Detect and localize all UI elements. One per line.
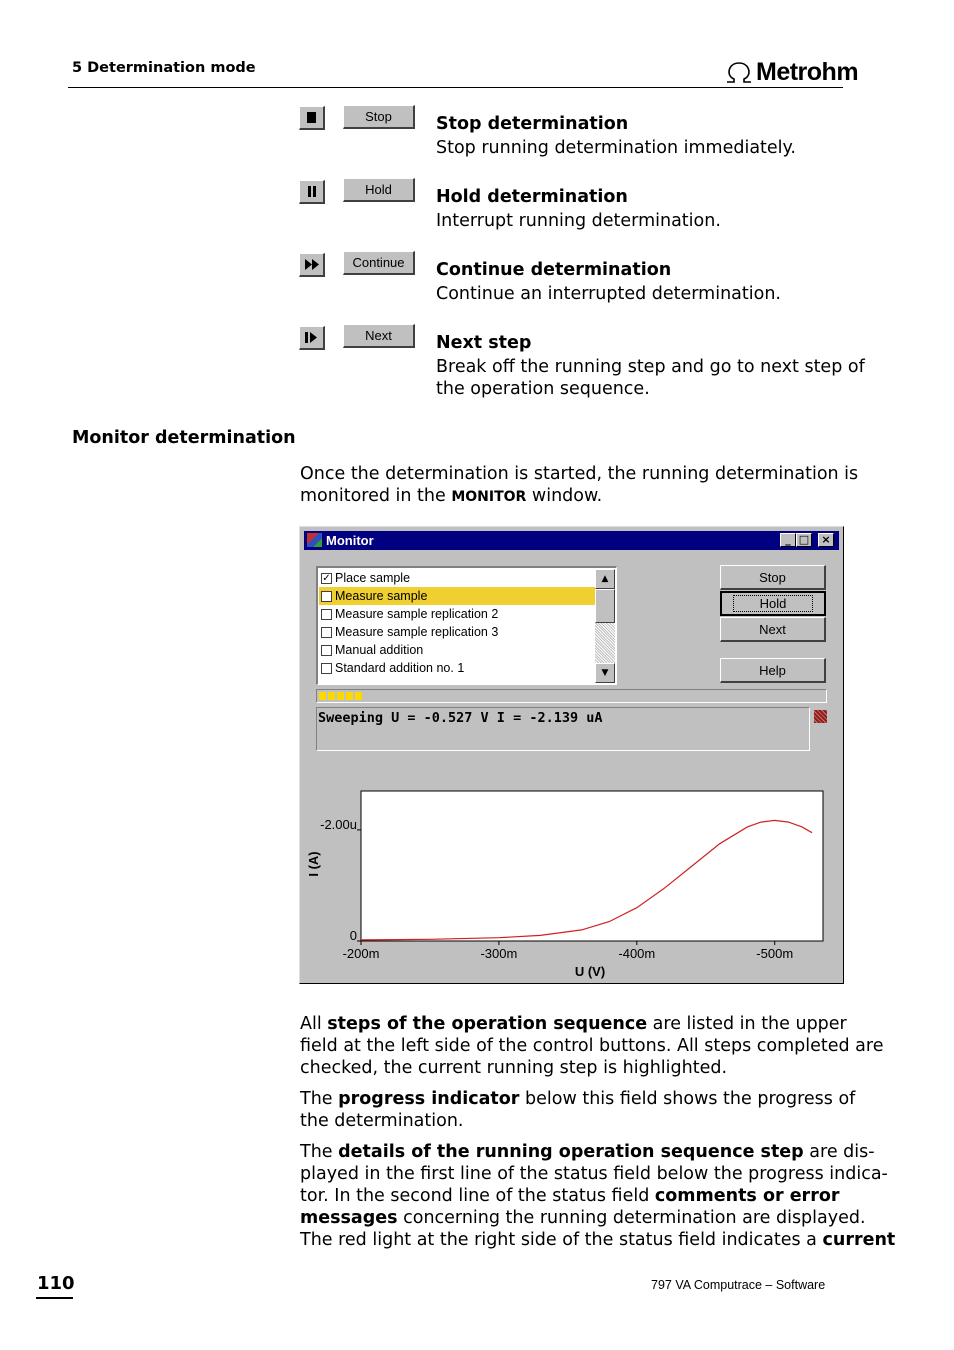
app-icon xyxy=(307,533,322,547)
para2-line2: the determination. xyxy=(300,1111,464,1131)
step-label: Standard addition no. 1 xyxy=(335,661,465,675)
para3-line4: messages concerning the running determination are displayed. xyxy=(300,1208,866,1228)
monitor-stop-button[interactable]: Stop xyxy=(720,565,826,590)
para3-line1: The details of the running operation sequence step are dis- xyxy=(300,1142,875,1162)
scroll-track[interactable] xyxy=(595,623,615,663)
hold-title: Hold determination xyxy=(436,187,628,207)
monitor-next-button[interactable]: Next xyxy=(720,617,826,642)
intro-line-1: Once the determination is started, the running determination is xyxy=(300,464,859,484)
checkbox[interactable] xyxy=(321,645,332,656)
y-tick-label: -2.00u xyxy=(320,816,357,832)
y-axis-label: I (A) xyxy=(306,851,321,877)
x-tick-label: -200m xyxy=(342,946,380,961)
scrollbar[interactable] xyxy=(595,569,615,683)
status-field xyxy=(316,707,810,751)
list-item[interactable] xyxy=(319,623,595,641)
monitor-window xyxy=(299,526,844,984)
y-tick-label: 0 xyxy=(349,928,357,943)
checkbox[interactable]: ✓ xyxy=(322,572,331,584)
list-item[interactable] xyxy=(319,659,595,677)
step-label: Measure sample replication 3 xyxy=(335,625,499,639)
status-light xyxy=(814,710,827,723)
progress-fill xyxy=(319,692,364,700)
stop-icon xyxy=(307,112,316,123)
continue-button[interactable]: Continue xyxy=(343,251,415,275)
next-description-2: the operation sequence. xyxy=(436,379,650,399)
status-line: Sweeping U = -0.527 V I = -2.139 uA xyxy=(318,710,603,726)
continue-title: Continue determination xyxy=(436,260,672,280)
list-item[interactable] xyxy=(319,569,595,587)
para2-line1: The progress indicator below this field shows the progress of xyxy=(300,1089,856,1109)
maximize-icon[interactable]: □ xyxy=(796,533,812,547)
fast-forward-icon xyxy=(305,259,319,270)
stop-title: Stop determination xyxy=(436,114,629,134)
title-bar xyxy=(304,531,839,550)
section-heading: Monitor determination xyxy=(72,428,296,448)
pause-icon xyxy=(308,186,316,197)
checkbox[interactable] xyxy=(321,591,332,602)
steps-list[interactable] xyxy=(316,566,617,685)
plot-area xyxy=(361,791,823,941)
next-description-1: Break off the running step and go to next step of xyxy=(436,357,865,377)
close-icon[interactable]: × xyxy=(818,533,834,547)
page-number: 110 xyxy=(37,1273,75,1294)
hold-button[interactable]: Hold xyxy=(343,178,415,202)
list-item[interactable] xyxy=(319,605,595,623)
hold-icon-button[interactable] xyxy=(299,180,325,204)
step-label: Measure sample xyxy=(335,589,428,603)
para1-line1: All steps of the operation sequence are listed in the upper xyxy=(300,1014,847,1034)
section-title: 5 Determination mode xyxy=(72,60,256,76)
intro-line-2: monitored in the MONITOR window. xyxy=(300,486,603,506)
continue-description: Continue an interrupted determination. xyxy=(436,284,781,304)
scroll-up-icon[interactable]: ▲ xyxy=(595,569,615,589)
minimize-icon[interactable]: _ xyxy=(780,533,796,547)
brand-name: Metrohm xyxy=(756,57,859,86)
voltammogram-chart xyxy=(300,782,843,982)
step-label: Place sample xyxy=(335,571,411,585)
x-tick-label: -300m xyxy=(480,946,518,961)
para1-line3: checked, the current running step is highlighted. xyxy=(300,1058,728,1078)
next-title: Next step xyxy=(436,333,532,353)
checkbox[interactable] xyxy=(321,609,332,620)
checkbox[interactable] xyxy=(321,627,332,638)
list-item[interactable] xyxy=(319,587,595,605)
step-label: Measure sample replication 2 xyxy=(335,607,499,621)
stop-button[interactable]: Stop xyxy=(343,105,415,129)
para3-line2: played in the first line of the status field below the progress indica- xyxy=(300,1164,888,1184)
checkbox[interactable] xyxy=(321,663,332,674)
x-tick-label: -400m xyxy=(618,946,656,961)
footer-rule xyxy=(36,1297,73,1299)
progress-indicator xyxy=(316,689,827,703)
list-item[interactable] xyxy=(319,641,595,659)
stop-icon-button[interactable] xyxy=(299,106,325,130)
window-title: Monitor xyxy=(326,533,374,548)
scroll-thumb[interactable] xyxy=(595,589,615,623)
stop-description: Stop running determination immediately. xyxy=(436,138,796,158)
document-title: 797 VA Computrace – Software xyxy=(651,1278,826,1292)
step-label: Manual addition xyxy=(335,643,424,657)
header-rule xyxy=(68,87,843,88)
monitor-keyword: MONITOR xyxy=(451,489,527,505)
continue-icon-button[interactable] xyxy=(299,253,325,277)
monitor-help-button[interactable]: Help xyxy=(720,658,826,683)
para1-line2: field at the left side of the control buttons. All steps completed are xyxy=(300,1036,884,1056)
next-button[interactable]: Next xyxy=(343,324,415,348)
brand-logo xyxy=(724,58,858,86)
para3-line3: tor. In the second line of the status field comments or error xyxy=(300,1186,840,1206)
scroll-down-icon[interactable]: ▼ xyxy=(595,663,615,683)
hold-description: Interrupt running determination. xyxy=(436,211,721,231)
step-next-icon xyxy=(305,332,318,343)
next-icon-button[interactable] xyxy=(299,326,325,350)
monitor-hold-button[interactable]: Hold xyxy=(720,591,826,616)
omega-logo-icon xyxy=(724,60,754,84)
x-tick-label: -500m xyxy=(756,946,794,961)
x-axis-label: U (V) xyxy=(574,964,606,979)
para3-line5: The red light at the right side of the status field indicates a current xyxy=(300,1230,896,1250)
